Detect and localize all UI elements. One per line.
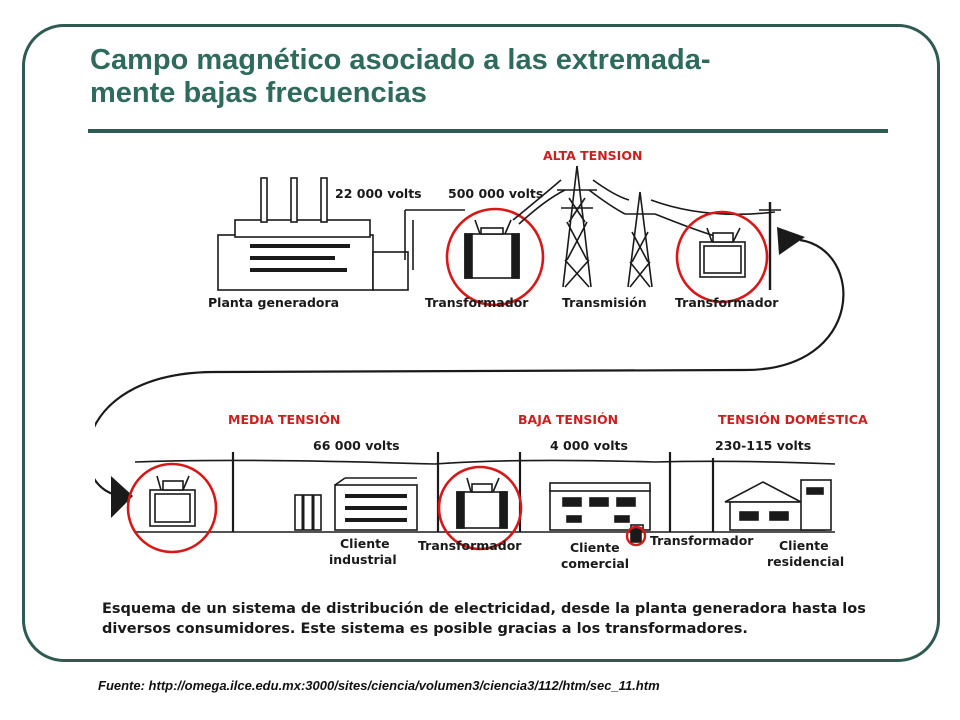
label-cliente-industrial-line2: industrial xyxy=(329,552,397,567)
heading-tension-domestica: TENSIÓN DOMÉSTICA xyxy=(718,412,868,427)
transmission-tower-1 xyxy=(557,166,597,287)
label-cliente-comercial-line1: Cliente xyxy=(570,540,620,555)
volts-22000: 22 000 volts xyxy=(335,186,422,201)
volts-500000: 500 000 volts xyxy=(448,186,544,201)
slide-title xyxy=(90,44,890,110)
volts-66000: 66 000 volts xyxy=(313,438,400,453)
caption-line-2: diversos consumidores. Este sistema es posible gracias a los transformadores. xyxy=(102,621,748,637)
volts-4000: 4 000 volts xyxy=(550,438,628,453)
heading-baja-tension: BAJA TENSIÓN xyxy=(518,412,619,427)
commercial-client-illustration xyxy=(550,483,650,530)
industrial-client-illustration xyxy=(295,478,417,530)
transformer-5-illustration xyxy=(631,528,641,542)
label-transformador-4: Transformador xyxy=(650,533,754,548)
label-transmision: Transmisión xyxy=(562,295,647,310)
title-line-1: Campo magnético asociado a las extremada- xyxy=(90,44,711,76)
volts-230-115: 230-115 volts xyxy=(715,438,812,453)
transformer-3-illustration xyxy=(150,476,195,526)
diagram-caption xyxy=(102,599,912,639)
label-cliente-residencial-line2: residencial xyxy=(767,554,845,569)
transformer-4-illustration xyxy=(457,478,507,528)
transformer-1-illustration xyxy=(465,220,519,278)
heading-alta-tension: ALTA TENSION xyxy=(543,148,643,163)
title-underline xyxy=(88,129,888,133)
source-citation: Fuente: http://omega.ilce.edu.mx:3000/sites/ciencia/volumen3/ciencia3/112/htm/sec_11.htm xyxy=(98,678,660,693)
label-cliente-residencial-line1: Cliente xyxy=(779,538,829,553)
distribution-diagram xyxy=(95,140,915,585)
heading-media-tension: MEDIA TENSIÓN xyxy=(228,412,341,427)
label-transformador-3: Transformador xyxy=(418,538,522,553)
caption-line-1: Esquema de un sistema de distribución de electricidad, desde la planta generadora hasta los xyxy=(102,601,866,617)
label-planta-generadora: Planta generadora xyxy=(208,295,340,310)
distribution-line xyxy=(135,460,835,464)
label-transformador-1: Transformador xyxy=(425,295,529,310)
label-cliente-comercial-line2: comercial xyxy=(561,556,630,571)
label-transformador-2: Transformador xyxy=(675,295,779,310)
title-line-2: mente bajas frecuencias xyxy=(90,77,427,109)
transmission-tower-2 xyxy=(625,192,655,287)
label-cliente-industrial-line1: Cliente xyxy=(340,536,390,551)
residential-client-illustration xyxy=(725,480,831,530)
